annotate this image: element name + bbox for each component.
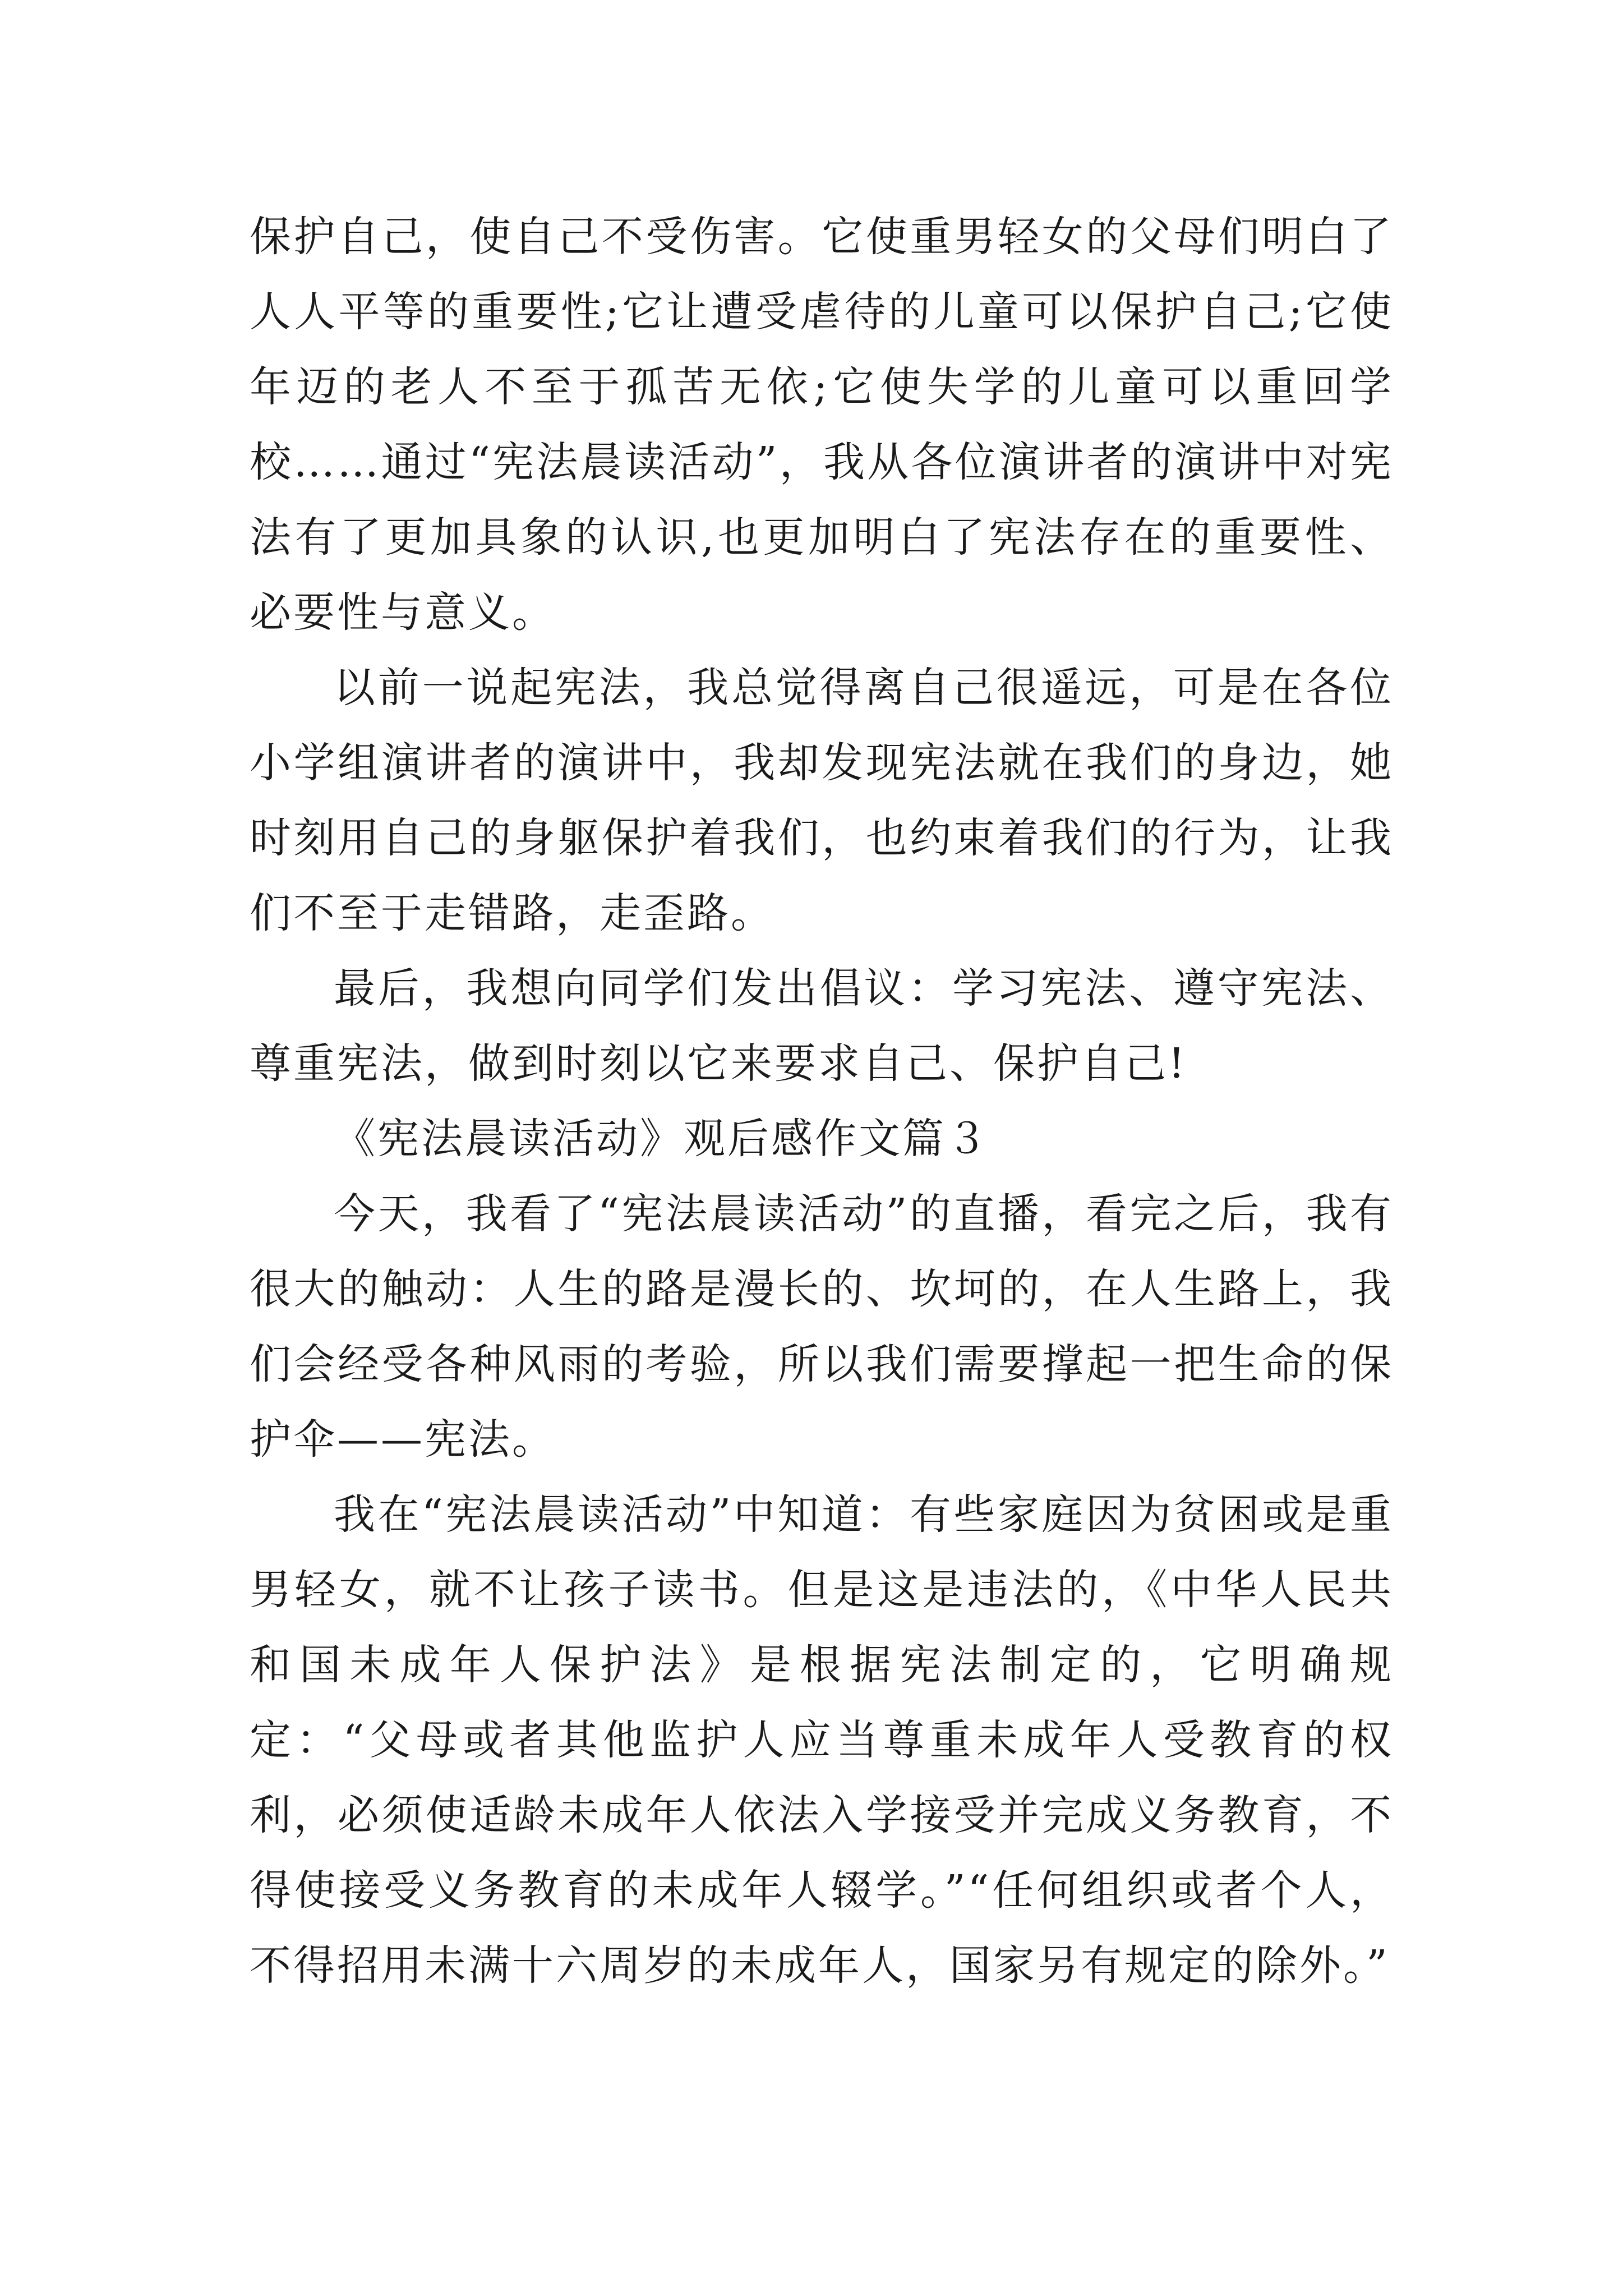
- paragraph: 以前一说起宪法，我总觉得离自己很遥远，可是在各位小学组演讲者的演讲中，我却发现宪法就在我们的身边，她时刻用自己的身躯保护着我们，也约束着我们的行为，让我们不至于走错路，走歪路。: [250, 664, 1394, 937]
- section-heading: 《宪法晨读活动》观后感作文篇３: [334, 1115, 990, 1163]
- document-body: [250, 199, 1394, 2003]
- paragraph: 我在“宪法晨读活动”中知道：有些家庭因为贫困或是重男轻女，就不让孩子读书。但是这是违法的，《中华人民共和国未成年人保护法》是根据宪法制定的，它明确规定：“父母或者其他监护人应当尊重未成年人受教育的权利，必须使适龄未成年人依法入学接受并完成义务教育，不得使接受义务教育的未成年人辍学。”“任何组织或者个人，不得招用未满十六周岁的未成年人，国家另有规定的除外。”: [250, 1490, 1394, 1990]
- paragraph-continued: 保护自己，使自己不受伤害。它使重男轻女的父母们明白了人人平等的重要性;它让遭受虐待的儿童可以保护自己;它使年迈的老人不至于孤苦无依;它使失学的儿童可以重回学校……通过“宪法晨读活动”，我从各位演讲者的演讲中对宪法有了更加具象的认识,也更加明白了宪法存在的重要性、必要性与意义。: [250, 213, 1394, 637]
- paragraph: 今天，我看了“宪法晨读活动”的直播，看完之后，我有很大的触动：人生的路是漫长的、坎坷的，在人生路上，我们会经受各种风雨的考验，所以我们需要撑起一把生命的保护伞——宪法。: [250, 1190, 1394, 1464]
- paragraph: 最后，我想向同学们发出倡议：学习宪法、遵守宪法、尊重宪法，做到时刻以它来要求自己、保护自己!: [250, 964, 1394, 1088]
